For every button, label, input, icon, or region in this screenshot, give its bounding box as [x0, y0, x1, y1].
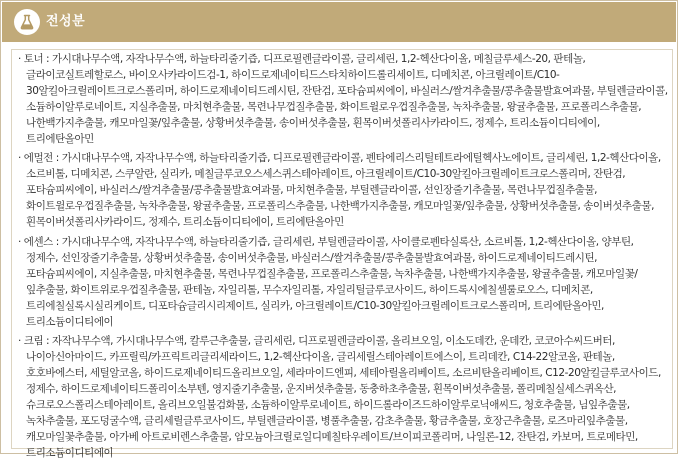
- essence-ingredients: · 에센스 : 가시대나무수액, 자작나무수액, 하늘타리줄기즙, 글리세린, 부틸렌글라이콜, 사이클로펜타실록산, 소르비톨, 1,2-헥산다이올, 양부틴, 정제수, 선인장줄기추출물, 상황버섯추출물, 송이버섯추출물, 바실러스/쌀겨추출물/콩추출물발효여과물, 하이드로제네이티드레시틴, 포타슘피씨에이, 지실추출물, 마치현추출물, 목련나무껍질추출물, 프로폴리스추출물, 녹차추출물, 나한백가지추출물, 왕귤추출물, 캐모마일꽃/잎추출물, 화이트위로우껍질추출물, 판테놀, 자일리톨, 무수자일리톨, 자일리틸글루코사이드, 하이드록시에칠셀룰로오스, 디메치콘, 트리에칠실록시실리케이트, 디포타슘글리시리제이트, 실리카, 아크릴레이트/C10-30알킬아크릴레이트크로스폴리머, 트리에탄올아민, 트리소듐이디티에이: [18, 235, 638, 328]
- ingredients-box: [11, 49, 673, 459]
- emulsion-ingredients: · 에멀전 : 가시대나무수액, 자작나무수액, 하늘타리줄기즙, 디프로필렌글라이콜, 펜타에리스리틸테트라에틸헥사노에이트, 글리세린, 1,2-헥산다이올, 소르비톨, 디메치콘, 스쿠알란, 실리카, 메칠글루코오스세스퀴스테아레이트, 아크릴레이트/C10-30알킬아크릴레이트크로스폴리머, 잔탄검, 포타슘피씨에이, 바실러스/쌀겨추출물/콩추출물발효여과물, 마치현추출물, 부틸렌글라이콜, 선인장줄기추출물, 목련나무껍질추출물, 화이트윌로우껍질추출물, 녹차추출물, 왕귤추출물, 프로폴리스추출물, 나한백가지추출물, 캐모마일꽃/잎추출물, 상황버섯추출물, 송이버섯추출물, 흰목이버섯폴리사카라이드, 정제수, 트리소듐이디티에이, 트리에탄올아민: [18, 152, 661, 229]
- toner-ingredients: · 토너 : 가시대나무수액, 자작나무수액, 하늘타리줄기즙, 디프로필렌글라이콜, 글리세린, 1,2-헥산다이올, 메칠글루세스-20, 판테놀, 글라이코실트레할로스, 바이오사카라이드검-1, 하이드로제네이티드스타치하이드롤리세이트, 디메치콘, 아크릴레이트/C10-30알킬아크릴레이트크로스폴리머, 하이드로제네이티드레시틴, 잔탄검, 포타슘피씨에이, 바실러스/쌀겨추출물/콩추출물발효여과물, 부틸렌글라이콜, 소듐하이알루로네이트, 지실추출물, 마치현추출물, 목련나무껍질추출물, 화이트윌로우껍질추출물, 녹차추출물, 왕귤추출물, 프로폴리스추출물, 나한백가지추출물, 캐모마일꽃/잎추출물, 상황버섯추출물, 송이버섯추출물, 흰목이버섯폴리사카라이드, 정제수, 트리소듐이디티에이, 트리에탄올아민: [18, 53, 668, 145]
- flask-icon: [14, 9, 40, 35]
- section-title: 전성분: [46, 14, 86, 29]
- cream-ingredients: · 크림 : 자작나무수액, 가시대나무수액, 칼루근추출물, 글리세린, 디프로필렌글라이콜, 올리브오일, 이소도데칸, 운데칸, 코코아수씨드버터, 나이아신아마이드, 카프릴릭/카프릭트리글리세라이드, 1,2-헥산다이올, 글리세릴스테아레이트에스이, 트리데칸, C14-22알코올, 판테놀, 호호바에스터, 세틸알코올, 하이드로제네이티드올리브오일, 세라마이드엔피, 세테아릴올리베이트, 소르비탄올리베이트, C12-20알킬글루코사이드, 정제수, 하이드로제네이티드폴리이소부텐, 영지줄기추출물, 운지버섯추출물, 동충하초추출물, 흰목이버섯추출물, 폴리메칠실세스퀴옥산, 슈크로오스폴리스테아레이트, 올리브오일불검화물, 소듐하이알루로네이트, 하이드롤라이즈드하이알루로닉애씨드, 청호추출물, 님잎추출물, 녹차추출물, 포도덩굴수액, 글리세릴글루코사이드, 부틸렌글라이콜, 병풀추출물, 감초추출물, 황금추출물, 호장근추출물, 로즈마리잎추출물, 캐모마일꽃추출물, 아가베 아트로비렌스추출물, 암모늄아크릴로일디메칠타우레이트/브이피코폴리머, 나일론-12, 잔탄검, 카보머, 트로메타민, 트리소듐이디티에이: [18, 335, 661, 459]
- section-header: [2, 2, 676, 42]
